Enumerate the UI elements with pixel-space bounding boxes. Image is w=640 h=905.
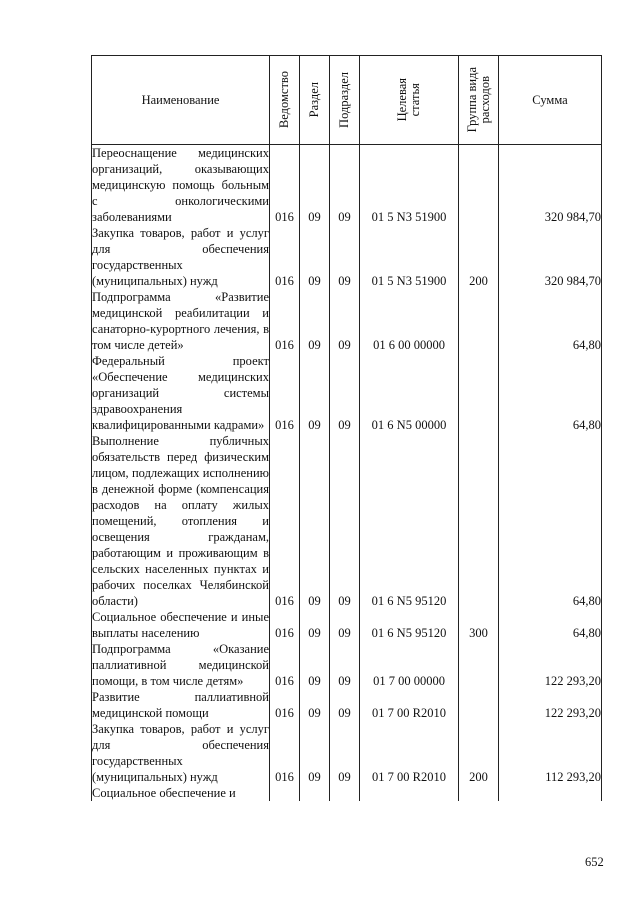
row-vedomstvo: 016 (270, 145, 300, 226)
header-razdel: Раздел (300, 56, 330, 145)
header-gruppa-vida-rashodov: Группа вида расходов (459, 56, 499, 145)
row-name: Подпрограмма «Оказание паллиативной медицинской помощи, в том числе детям» (92, 642, 269, 688)
row-gruppa: 200 (459, 721, 499, 785)
row-gruppa (459, 433, 499, 609)
row-gruppa (459, 145, 499, 226)
row-summa: 320 984,70 (499, 225, 602, 289)
row-vedomstvo: 016 (270, 641, 300, 689)
row-celevaya-statya: 01 6 N5 95120 (360, 433, 459, 609)
row-podrazdel: 09 (330, 641, 360, 689)
row-razdel: 09 (300, 433, 330, 609)
row-vedomstvo: 016 (270, 689, 300, 721)
budget-table (91, 55, 602, 801)
row-podrazdel: 09 (330, 721, 360, 785)
table-row (92, 289, 602, 353)
row-celevaya-statya: 01 5 N3 51900 (360, 225, 459, 289)
row-podrazdel: 09 (330, 609, 360, 641)
row-name: Социальное обеспечение и иные выплаты населению (92, 610, 269, 640)
row-summa: 64,80 (499, 289, 602, 353)
row-celevaya-statya (360, 785, 459, 801)
header-podrazdel: Подраздел (330, 56, 360, 145)
row-razdel: 09 (300, 145, 330, 226)
row-vedomstvo: 016 (270, 225, 300, 289)
row-name: Развитие паллиативной медицинской помощи (92, 690, 269, 720)
row-summa: 64,80 (499, 609, 602, 641)
table-row (92, 609, 602, 641)
row-razdel: 09 (300, 721, 330, 785)
row-vedomstvo: 016 (270, 289, 300, 353)
row-celevaya-statya: 01 6 N5 95120 (360, 609, 459, 641)
row-razdel: 09 (300, 641, 330, 689)
row-gruppa (459, 353, 499, 433)
row-podrazdel: 09 (330, 689, 360, 721)
table-row (92, 785, 602, 801)
row-gruppa (459, 785, 499, 801)
row-summa (499, 785, 602, 801)
row-podrazdel: 09 (330, 353, 360, 433)
row-razdel: 09 (300, 353, 330, 433)
table-row (92, 641, 602, 689)
row-vedomstvo: 016 (270, 609, 300, 641)
row-name: Социальное обеспечение и (92, 785, 270, 801)
table-row (92, 433, 602, 609)
table-row (92, 689, 602, 721)
row-celevaya-statya: 01 7 00 R2010 (360, 689, 459, 721)
row-podrazdel: 09 (330, 145, 360, 226)
row-razdel: 09 (300, 225, 330, 289)
row-razdel (300, 785, 330, 801)
row-podrazdel: 09 (330, 289, 360, 353)
row-podrazdel (330, 785, 360, 801)
row-summa: 122 293,20 (499, 641, 602, 689)
table-row (92, 145, 602, 226)
row-gruppa: 200 (459, 225, 499, 289)
page-number: 652 (585, 855, 604, 869)
row-name: Федеральный проект «Обеспечение медицинских организаций системы здравоохранения квалифицированными кадрами» (92, 354, 269, 432)
row-podrazdel: 09 (330, 225, 360, 289)
row-celevaya-statya: 01 6 N5 00000 (360, 353, 459, 433)
row-name: Закупка товаров, работ и услуг для обеспечения государственных (муниципальных) нужд (92, 226, 269, 288)
table-header-row (92, 56, 602, 145)
row-summa: 122 293,20 (499, 689, 602, 721)
row-gruppa: 300 (459, 609, 499, 641)
header-vedomstvo: Ведомство (270, 56, 300, 145)
table-row (92, 353, 602, 433)
row-vedomstvo: 016 (270, 353, 300, 433)
row-vedomstvo (270, 785, 300, 801)
row-vedomstvo: 016 (270, 721, 300, 785)
header-summa: Сумма (499, 56, 602, 145)
row-summa: 64,80 (499, 353, 602, 433)
row-razdel: 09 (300, 289, 330, 353)
row-name: Выполнение публичных обязательств перед физическим лицом, подлежащих исполнению в денежной форме (компенсация расходов на оплату жилых помещений, отопления и освещения гражданам, работающим и проживающим в сельских населенных пунктах и рабочих поселках Челябинской области) (92, 434, 269, 608)
row-name: Переоснащение медицинских организаций, оказывающих медицинскую помощь больным с онкологическими заболеваниями (92, 146, 269, 224)
row-summa: 320 984,70 (499, 145, 602, 226)
row-celevaya-statya: 01 7 00 R2010 (360, 721, 459, 785)
row-summa: 112 293,20 (499, 721, 602, 785)
row-razdel: 09 (300, 689, 330, 721)
row-name: Закупка товаров, работ и услуг для обеспечения государственных (муниципальных) нужд (92, 722, 269, 784)
table-row (92, 721, 602, 785)
row-podrazdel: 09 (330, 433, 360, 609)
header-celevaya-statya: Целевая статья (360, 56, 459, 145)
row-celevaya-statya: 01 6 00 00000 (360, 289, 459, 353)
row-summa: 64,80 (499, 433, 602, 609)
table-row (92, 225, 602, 289)
row-gruppa (459, 289, 499, 353)
row-gruppa (459, 689, 499, 721)
row-name: Подпрограмма «Развитие медицинской реабилитации и санаторно-курортного лечения, в том числе детей» (92, 290, 269, 352)
row-vedomstvo: 016 (270, 433, 300, 609)
row-razdel: 09 (300, 609, 330, 641)
row-gruppa (459, 641, 499, 689)
row-celevaya-statya: 01 7 00 00000 (360, 641, 459, 689)
row-celevaya-statya: 01 5 N3 51900 (360, 145, 459, 226)
header-name: Наименование (92, 56, 270, 145)
